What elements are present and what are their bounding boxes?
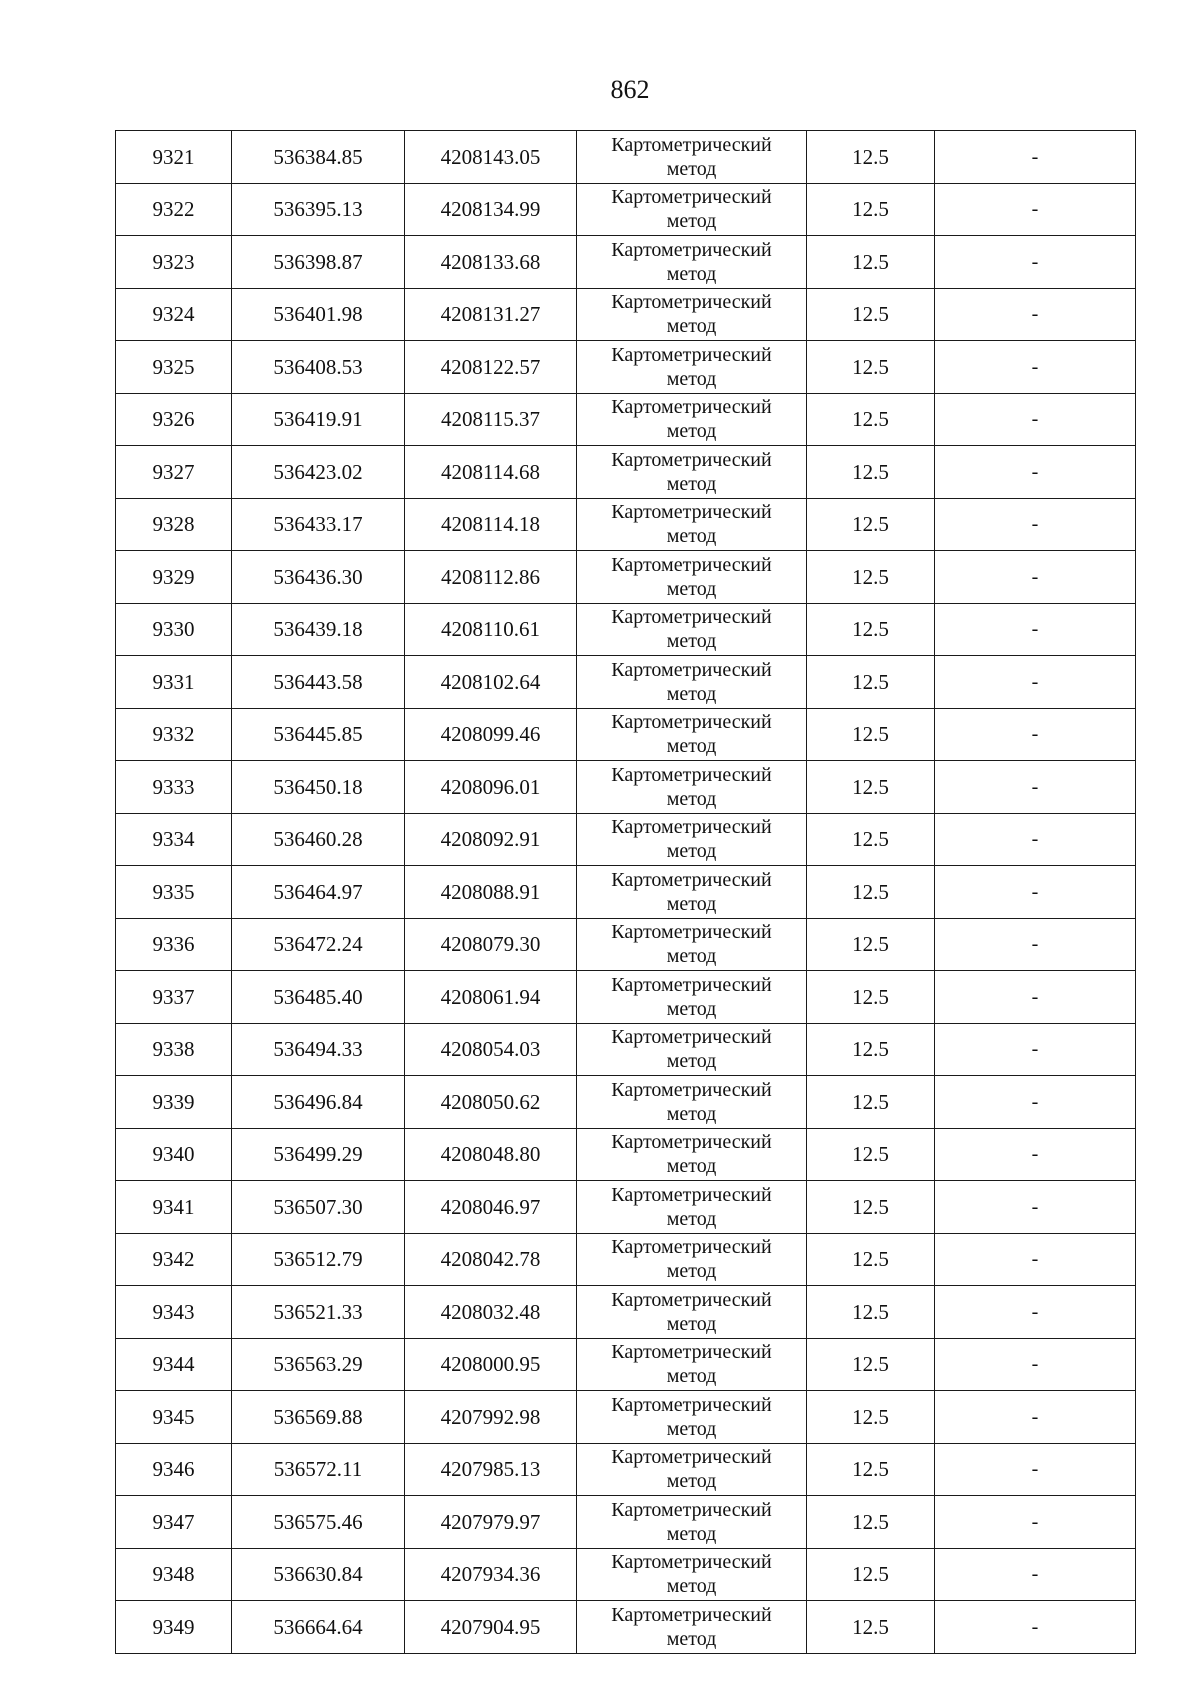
y-coordinate-cell: 4208099.46 bbox=[405, 708, 577, 761]
note-cell: - bbox=[935, 1128, 1136, 1181]
accuracy-cell: 12.5 bbox=[807, 1286, 935, 1339]
point-number-cell: 9345 bbox=[116, 1391, 232, 1444]
method-line-1: Картометрический bbox=[611, 133, 772, 156]
table-row bbox=[116, 1023, 1136, 1076]
y-coordinate-cell: 4207934.36 bbox=[405, 1548, 577, 1601]
method-line-2: метод bbox=[666, 262, 717, 285]
x-coordinate-cell: 536445.85 bbox=[232, 708, 405, 761]
method-cell bbox=[577, 1181, 807, 1234]
y-coordinate-cell: 4208112.86 bbox=[405, 551, 577, 604]
note-cell: - bbox=[935, 1496, 1136, 1549]
table-row bbox=[116, 971, 1136, 1024]
point-number-cell: 9348 bbox=[116, 1548, 232, 1601]
accuracy-cell: 12.5 bbox=[807, 1128, 935, 1181]
method-line-1: Картометрический bbox=[611, 1078, 772, 1101]
note-cell: - bbox=[935, 183, 1136, 236]
table-row bbox=[116, 918, 1136, 971]
note-cell: - bbox=[935, 1233, 1136, 1286]
y-coordinate-cell: 4208102.64 bbox=[405, 656, 577, 709]
y-coordinate-cell: 4207904.95 bbox=[405, 1601, 577, 1654]
table-row bbox=[116, 603, 1136, 656]
accuracy-cell: 12.5 bbox=[807, 236, 935, 289]
accuracy-cell: 12.5 bbox=[807, 131, 935, 184]
table-row bbox=[116, 1496, 1136, 1549]
method-line-1: Картометрический bbox=[611, 343, 772, 366]
accuracy-cell: 12.5 bbox=[807, 866, 935, 919]
method-line-2: метод bbox=[666, 630, 717, 653]
y-coordinate-cell: 4208122.57 bbox=[405, 341, 577, 394]
method-cell bbox=[577, 866, 807, 919]
method-line-1: Картометрический bbox=[611, 396, 772, 419]
point-number-cell: 9334 bbox=[116, 813, 232, 866]
y-coordinate-cell: 4208131.27 bbox=[405, 288, 577, 341]
method-cell bbox=[577, 603, 807, 656]
table-row bbox=[116, 1443, 1136, 1496]
point-number-cell: 9346 bbox=[116, 1443, 232, 1496]
note-cell: - bbox=[935, 971, 1136, 1024]
table-row bbox=[116, 761, 1136, 814]
table-row bbox=[116, 393, 1136, 446]
accuracy-cell: 12.5 bbox=[807, 1548, 935, 1601]
method-cell bbox=[577, 1601, 807, 1654]
note-cell: - bbox=[935, 761, 1136, 814]
y-coordinate-cell: 4208110.61 bbox=[405, 603, 577, 656]
accuracy-cell: 12.5 bbox=[807, 603, 935, 656]
y-coordinate-cell: 4208050.62 bbox=[405, 1076, 577, 1129]
table-row bbox=[116, 708, 1136, 761]
point-number-cell: 9327 bbox=[116, 446, 232, 499]
table-row bbox=[116, 288, 1136, 341]
method-cell bbox=[577, 1443, 807, 1496]
page-number: 862 bbox=[610, 75, 650, 104]
table-row bbox=[116, 236, 1136, 289]
note-cell: - bbox=[935, 498, 1136, 551]
method-line-1: Картометрический bbox=[611, 553, 772, 576]
note-cell: - bbox=[935, 393, 1136, 446]
y-coordinate-cell: 4208115.37 bbox=[405, 393, 577, 446]
method-line-2: метод bbox=[666, 1417, 717, 1440]
x-coordinate-cell: 536485.40 bbox=[232, 971, 405, 1024]
y-coordinate-cell: 4208114.68 bbox=[405, 446, 577, 499]
accuracy-cell: 12.5 bbox=[807, 1023, 935, 1076]
note-cell: - bbox=[935, 656, 1136, 709]
point-number-cell: 9341 bbox=[116, 1181, 232, 1234]
method-line-1: Картометрический bbox=[611, 1341, 772, 1364]
accuracy-cell: 12.5 bbox=[807, 1496, 935, 1549]
note-cell: - bbox=[935, 341, 1136, 394]
x-coordinate-cell: 536472.24 bbox=[232, 918, 405, 971]
table-row bbox=[116, 341, 1136, 394]
method-line-2: метод bbox=[666, 472, 717, 495]
point-number-cell: 9323 bbox=[116, 236, 232, 289]
point-number-cell: 9335 bbox=[116, 866, 232, 919]
method-line-1: Картометрический bbox=[611, 868, 772, 891]
method-cell bbox=[577, 656, 807, 709]
method-cell bbox=[577, 1338, 807, 1391]
accuracy-cell: 12.5 bbox=[807, 393, 935, 446]
table-row bbox=[116, 1233, 1136, 1286]
table-row bbox=[116, 446, 1136, 499]
accuracy-cell: 12.5 bbox=[807, 1338, 935, 1391]
x-coordinate-cell: 536512.79 bbox=[232, 1233, 405, 1286]
note-cell: - bbox=[935, 866, 1136, 919]
note-cell: - bbox=[935, 1286, 1136, 1339]
x-coordinate-cell: 536496.84 bbox=[232, 1076, 405, 1129]
x-coordinate-cell: 536408.53 bbox=[232, 341, 405, 394]
x-coordinate-cell: 536419.91 bbox=[232, 393, 405, 446]
method-cell bbox=[577, 551, 807, 604]
y-coordinate-cell: 4207979.97 bbox=[405, 1496, 577, 1549]
accuracy-cell: 12.5 bbox=[807, 1181, 935, 1234]
method-cell bbox=[577, 813, 807, 866]
point-number-cell: 9340 bbox=[116, 1128, 232, 1181]
table-row bbox=[116, 1548, 1136, 1601]
note-cell: - bbox=[935, 131, 1136, 184]
method-line-1: Картометрический bbox=[611, 1446, 772, 1469]
method-line-2: метод bbox=[666, 1102, 717, 1125]
point-number-cell: 9347 bbox=[116, 1496, 232, 1549]
x-coordinate-cell: 536563.29 bbox=[232, 1338, 405, 1391]
method-cell bbox=[577, 1233, 807, 1286]
table-row bbox=[116, 1601, 1136, 1654]
method-cell bbox=[577, 393, 807, 446]
method-cell bbox=[577, 341, 807, 394]
method-line-1: Картометрический bbox=[611, 1393, 772, 1416]
point-number-cell: 9326 bbox=[116, 393, 232, 446]
point-number-cell: 9336 bbox=[116, 918, 232, 971]
method-line-2: метод bbox=[666, 420, 717, 443]
accuracy-cell: 12.5 bbox=[807, 1443, 935, 1496]
note-cell: - bbox=[935, 236, 1136, 289]
accuracy-cell: 12.5 bbox=[807, 341, 935, 394]
table-row bbox=[116, 1338, 1136, 1391]
accuracy-cell: 12.5 bbox=[807, 1076, 935, 1129]
method-line-2: метод bbox=[666, 1260, 717, 1283]
method-cell bbox=[577, 236, 807, 289]
method-line-2: метод bbox=[666, 525, 717, 548]
x-coordinate-cell: 536507.30 bbox=[232, 1181, 405, 1234]
table-row bbox=[116, 1286, 1136, 1339]
point-number-cell: 9330 bbox=[116, 603, 232, 656]
accuracy-cell: 12.5 bbox=[807, 288, 935, 341]
accuracy-cell: 12.5 bbox=[807, 971, 935, 1024]
note-cell: - bbox=[935, 1601, 1136, 1654]
note-cell: - bbox=[935, 813, 1136, 866]
y-coordinate-cell: 4208046.97 bbox=[405, 1181, 577, 1234]
table-row bbox=[116, 498, 1136, 551]
method-cell bbox=[577, 498, 807, 551]
y-coordinate-cell: 4208134.99 bbox=[405, 183, 577, 236]
note-cell: - bbox=[935, 1076, 1136, 1129]
table-row bbox=[116, 1391, 1136, 1444]
x-coordinate-cell: 536439.18 bbox=[232, 603, 405, 656]
method-line-2: метод bbox=[666, 945, 717, 968]
point-number-cell: 9337 bbox=[116, 971, 232, 1024]
point-number-cell: 9332 bbox=[116, 708, 232, 761]
table-row bbox=[116, 551, 1136, 604]
method-line-1: Картометрический bbox=[611, 238, 772, 261]
table-row bbox=[116, 813, 1136, 866]
method-line-2: метод bbox=[666, 682, 717, 705]
x-coordinate-cell: 536398.87 bbox=[232, 236, 405, 289]
accuracy-cell: 12.5 bbox=[807, 183, 935, 236]
method-line-2: метод bbox=[666, 1627, 717, 1650]
point-number-cell: 9324 bbox=[116, 288, 232, 341]
note-cell: - bbox=[935, 551, 1136, 604]
method-line-1: Картометрический bbox=[611, 1603, 772, 1626]
method-cell bbox=[577, 1076, 807, 1129]
method-line-1: Картометрический bbox=[611, 1551, 772, 1574]
note-cell: - bbox=[935, 446, 1136, 499]
method-line-2: метод bbox=[666, 1365, 717, 1388]
y-coordinate-cell: 4208114.18 bbox=[405, 498, 577, 551]
table-row bbox=[116, 866, 1136, 919]
method-cell bbox=[577, 1023, 807, 1076]
x-coordinate-cell: 536460.28 bbox=[232, 813, 405, 866]
table-row bbox=[116, 656, 1136, 709]
y-coordinate-cell: 4208133.68 bbox=[405, 236, 577, 289]
accuracy-cell: 12.5 bbox=[807, 1601, 935, 1654]
y-coordinate-cell: 4208079.30 bbox=[405, 918, 577, 971]
y-coordinate-cell: 4208096.01 bbox=[405, 761, 577, 814]
method-line-2: метод bbox=[666, 1155, 717, 1178]
accuracy-cell: 12.5 bbox=[807, 1233, 935, 1286]
coordinates-table bbox=[115, 130, 1136, 1654]
method-line-1: Картометрический bbox=[611, 1026, 772, 1049]
x-coordinate-cell: 536433.17 bbox=[232, 498, 405, 551]
accuracy-cell: 12.5 bbox=[807, 813, 935, 866]
method-line-2: метод bbox=[666, 1575, 717, 1598]
method-cell bbox=[577, 708, 807, 761]
method-line-2: метод bbox=[666, 997, 717, 1020]
point-number-cell: 9328 bbox=[116, 498, 232, 551]
point-number-cell: 9322 bbox=[116, 183, 232, 236]
method-line-2: метод bbox=[666, 367, 717, 390]
method-line-2: метод bbox=[666, 315, 717, 338]
note-cell: - bbox=[935, 918, 1136, 971]
method-line-1: Картометрический bbox=[611, 763, 772, 786]
y-coordinate-cell: 4208048.80 bbox=[405, 1128, 577, 1181]
note-cell: - bbox=[935, 1443, 1136, 1496]
method-cell bbox=[577, 288, 807, 341]
y-coordinate-cell: 4208042.78 bbox=[405, 1233, 577, 1286]
method-line-1: Картометрический bbox=[611, 711, 772, 734]
accuracy-cell: 12.5 bbox=[807, 708, 935, 761]
note-cell: - bbox=[935, 288, 1136, 341]
y-coordinate-cell: 4208143.05 bbox=[405, 131, 577, 184]
x-coordinate-cell: 536521.33 bbox=[232, 1286, 405, 1339]
method-line-1: Картометрический bbox=[611, 1236, 772, 1259]
method-line-1: Картометрический bbox=[611, 291, 772, 314]
note-cell: - bbox=[935, 708, 1136, 761]
method-line-1: Картометрический bbox=[611, 1288, 772, 1311]
accuracy-cell: 12.5 bbox=[807, 918, 935, 971]
note-cell: - bbox=[935, 1023, 1136, 1076]
x-coordinate-cell: 536450.18 bbox=[232, 761, 405, 814]
note-cell: - bbox=[935, 1338, 1136, 1391]
x-coordinate-cell: 536630.84 bbox=[232, 1548, 405, 1601]
method-line-1: Картометрический bbox=[611, 921, 772, 944]
x-coordinate-cell: 536436.30 bbox=[232, 551, 405, 604]
method-line-1: Картометрический bbox=[611, 1498, 772, 1521]
y-coordinate-cell: 4208054.03 bbox=[405, 1023, 577, 1076]
method-line-2: метод bbox=[666, 577, 717, 600]
x-coordinate-cell: 536384.85 bbox=[232, 131, 405, 184]
method-line-2: метод bbox=[666, 1470, 717, 1493]
method-line-1: Картометрический bbox=[611, 816, 772, 839]
accuracy-cell: 12.5 bbox=[807, 1391, 935, 1444]
method-line-1: Картометрический bbox=[611, 501, 772, 524]
point-number-cell: 9321 bbox=[116, 131, 232, 184]
x-coordinate-cell: 536664.64 bbox=[232, 1601, 405, 1654]
method-line-1: Картометрический bbox=[611, 1131, 772, 1154]
method-cell bbox=[577, 1496, 807, 1549]
x-coordinate-cell: 536464.97 bbox=[232, 866, 405, 919]
x-coordinate-cell: 536395.13 bbox=[232, 183, 405, 236]
x-coordinate-cell: 536572.11 bbox=[232, 1443, 405, 1496]
method-cell bbox=[577, 1548, 807, 1601]
method-line-1: Картометрический bbox=[611, 448, 772, 471]
method-cell bbox=[577, 446, 807, 499]
method-line-1: Картометрический bbox=[611, 606, 772, 629]
x-coordinate-cell: 536569.88 bbox=[232, 1391, 405, 1444]
method-cell bbox=[577, 918, 807, 971]
y-coordinate-cell: 4208000.95 bbox=[405, 1338, 577, 1391]
point-number-cell: 9329 bbox=[116, 551, 232, 604]
method-line-2: метод bbox=[666, 735, 717, 758]
y-coordinate-cell: 4208088.91 bbox=[405, 866, 577, 919]
accuracy-cell: 12.5 bbox=[807, 656, 935, 709]
method-line-2: метод bbox=[666, 210, 717, 233]
method-line-1: Картометрический bbox=[611, 658, 772, 681]
method-cell bbox=[577, 183, 807, 236]
point-number-cell: 9325 bbox=[116, 341, 232, 394]
x-coordinate-cell: 536401.98 bbox=[232, 288, 405, 341]
method-cell bbox=[577, 131, 807, 184]
point-number-cell: 9339 bbox=[116, 1076, 232, 1129]
x-coordinate-cell: 536575.46 bbox=[232, 1496, 405, 1549]
y-coordinate-cell: 4208092.91 bbox=[405, 813, 577, 866]
y-coordinate-cell: 4208032.48 bbox=[405, 1286, 577, 1339]
table-body bbox=[116, 131, 1136, 1654]
accuracy-cell: 12.5 bbox=[807, 446, 935, 499]
method-line-2: метод bbox=[666, 892, 717, 915]
point-number-cell: 9344 bbox=[116, 1338, 232, 1391]
table-row bbox=[116, 131, 1136, 184]
y-coordinate-cell: 4207985.13 bbox=[405, 1443, 577, 1496]
note-cell: - bbox=[935, 1391, 1136, 1444]
method-line-2: метод bbox=[666, 157, 717, 180]
x-coordinate-cell: 536494.33 bbox=[232, 1023, 405, 1076]
method-line-1: Картометрический bbox=[611, 973, 772, 996]
method-cell bbox=[577, 971, 807, 1024]
table-row bbox=[116, 183, 1136, 236]
method-line-1: Картометрический bbox=[611, 186, 772, 209]
y-coordinate-cell: 4208061.94 bbox=[405, 971, 577, 1024]
method-line-2: метод bbox=[666, 840, 717, 863]
point-number-cell: 9343 bbox=[116, 1286, 232, 1339]
accuracy-cell: 12.5 bbox=[807, 761, 935, 814]
point-number-cell: 9331 bbox=[116, 656, 232, 709]
x-coordinate-cell: 536443.58 bbox=[232, 656, 405, 709]
method-line-1: Картометрический bbox=[611, 1183, 772, 1206]
point-number-cell: 9349 bbox=[116, 1601, 232, 1654]
method-line-2: метод bbox=[666, 787, 717, 810]
point-number-cell: 9333 bbox=[116, 761, 232, 814]
method-line-2: метод bbox=[666, 1050, 717, 1073]
method-line-2: метод bbox=[666, 1312, 717, 1335]
x-coordinate-cell: 536423.02 bbox=[232, 446, 405, 499]
note-cell: - bbox=[935, 603, 1136, 656]
method-cell bbox=[577, 761, 807, 814]
method-line-2: метод bbox=[666, 1207, 717, 1230]
x-coordinate-cell: 536499.29 bbox=[232, 1128, 405, 1181]
method-cell bbox=[577, 1286, 807, 1339]
accuracy-cell: 12.5 bbox=[807, 551, 935, 604]
note-cell: - bbox=[935, 1181, 1136, 1234]
method-line-2: метод bbox=[666, 1522, 717, 1545]
accuracy-cell: 12.5 bbox=[807, 498, 935, 551]
method-cell bbox=[577, 1128, 807, 1181]
note-cell: - bbox=[935, 1548, 1136, 1601]
point-number-cell: 9342 bbox=[116, 1233, 232, 1286]
table-row bbox=[116, 1128, 1136, 1181]
table-row bbox=[116, 1076, 1136, 1129]
y-coordinate-cell: 4207992.98 bbox=[405, 1391, 577, 1444]
method-cell bbox=[577, 1391, 807, 1444]
table-row bbox=[116, 1181, 1136, 1234]
point-number-cell: 9338 bbox=[116, 1023, 232, 1076]
